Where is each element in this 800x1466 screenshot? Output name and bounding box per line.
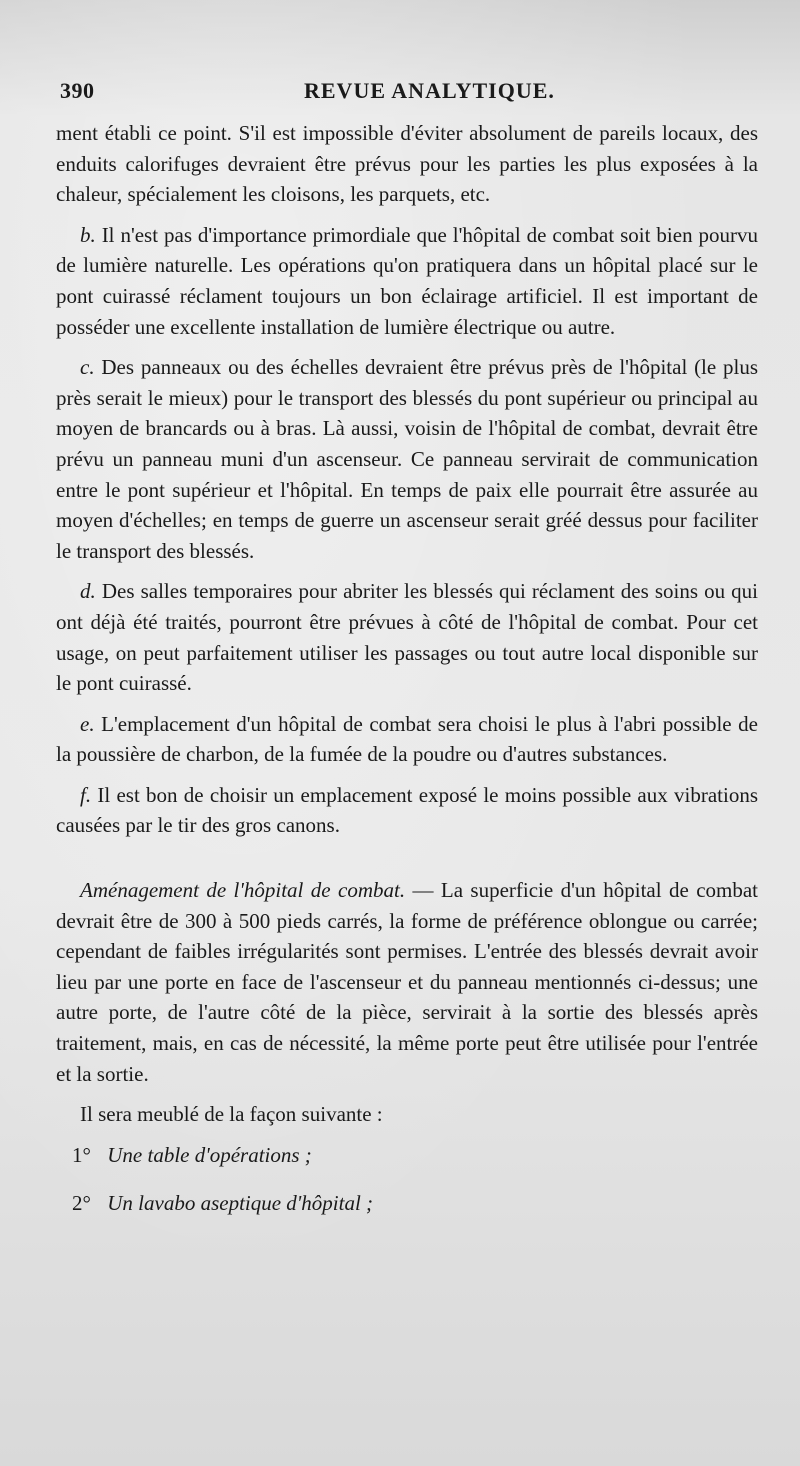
running-head: REVUE ANALYTIQUE. bbox=[304, 78, 555, 103]
paragraph-text: Des panneaux ou des échelles devraient être prévus près de l'hôpital (le plus près serait le mieux) pour le transport des blessés du pont supérieur ou principal au moyen de brancards ou à bras. Là aussi, voisin de l'hôpital de combat, devrait être prévu un panneau muni d'un ascenseur. Ce panneau servirait de communication entre le pont supérieur et l'hôpital. En temps de paix elle pourrait être assurée au moyen d'échelles; en temps de guerre un ascenseur serait gréé dessus pour faciliter le transport des blessés. bbox=[56, 355, 759, 563]
paragraph-e bbox=[56, 709, 758, 770]
paragraph-f bbox=[56, 780, 758, 841]
paragraph-c bbox=[56, 352, 758, 566]
paragraph-text: L'emplacement d'un hôpital de combat sera choisi le plus à l'abri possible de la poussière de charbon, de la fumée de la poudre ou d'autres substances. bbox=[56, 711, 758, 767]
paragraph-text: Il n'est pas d'importance primordiale que l'hôpital de combat soit bien pourvu de lumière naturelle. Les opérations qu'on pratiquera dans un hôpital placé sur le pont cuirassé réclament toujours un bon éclairage artificiel. Il est important de posséder une excellente installation de lumière électrique ou autre. bbox=[56, 222, 758, 339]
paragraph-d bbox=[56, 576, 758, 698]
paragraph-b bbox=[56, 220, 758, 342]
list-item-text: Un lavabo aseptique d'hôpital ; bbox=[107, 1191, 374, 1216]
paragraph-letter: f. bbox=[80, 782, 92, 807]
paragraph-letter: c. bbox=[80, 355, 95, 380]
paragraph-letter: d. bbox=[80, 579, 96, 604]
paragraph-text: ment établi ce point. S'il est impossible d'éviter absolument de pareils locaux, des enduits calorifuges devraient être prévus pour les parties les plus exposées à la chaleur, spécialement les cloisons, les parquets, etc. bbox=[56, 121, 758, 207]
paragraph-letter: e. bbox=[80, 711, 95, 736]
list-item-number: 2° bbox=[72, 1191, 91, 1216]
paragraph-letter: b. bbox=[80, 222, 96, 247]
paragraph-text: Il est bon de choisir un emplacement exposé le moins possible aux vibrations causées par le tir des gros canons. bbox=[56, 782, 759, 838]
paragraph-text: Des salles temporaires pour abriter les blessés qui réclament des soins ou qui ont déjà été traités, pourront être prévues à côté de l'hôpital de combat. Pour cet usage, on peut parfaitement utiliser les passages ou tout autre local disponible sur le pont cuirassé. bbox=[56, 579, 759, 696]
list-item-text: Une table d'opérations ; bbox=[107, 1142, 312, 1167]
section-heading: Aménagement de l'hôpital de combat. bbox=[80, 878, 406, 903]
list-item bbox=[56, 1188, 758, 1219]
list-item-number: 1° bbox=[72, 1142, 91, 1167]
section-amenagement bbox=[56, 875, 758, 1219]
page-number: 390 bbox=[60, 78, 95, 103]
paragraph-continuation bbox=[56, 118, 758, 210]
section-paragraph bbox=[56, 875, 758, 1089]
body-text bbox=[56, 118, 758, 1237]
list-item bbox=[56, 1140, 758, 1171]
page-header bbox=[60, 78, 750, 114]
section-text: — La superficie d'un hôpital de combat devrait être de 300 à 500 pieds carrés, la forme de préférence oblongue ou carrée; cependant de faibles irrégularités sont permises. L'entrée des blessés devrait avoir lieu par une porte en face de l'ascenseur et du panneau mentionnés ci-dessus; une autre porte, de l'autre côté de la pièce, servirait à la sortie des blessés après traitement, mais, en cas de nécessité, la même porte peut être utilisée pour l'entrée et la sortie. bbox=[56, 878, 759, 1086]
section-intro bbox=[56, 1099, 758, 1130]
section-intro-text: Il sera meublé de la façon suivante : bbox=[80, 1102, 383, 1127]
